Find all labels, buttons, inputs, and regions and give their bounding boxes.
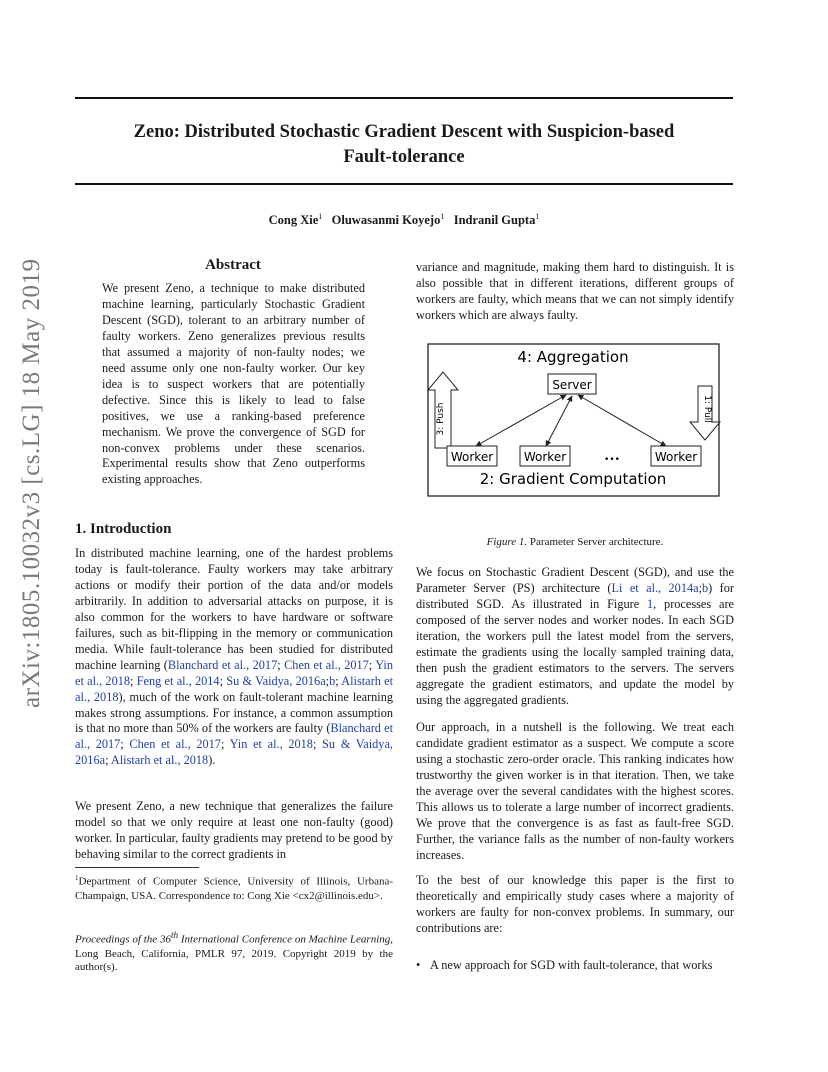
title-line-2: Fault-tolerance	[343, 147, 465, 167]
figure-caption	[416, 536, 734, 548]
citation-link[interactable]: Yin et al., 2018	[75, 657, 394, 688]
ellipsis-dots: •••	[604, 455, 620, 465]
text: In distributed machine learning, one of the hardest problems today is fault-tolerance. Faulty workers may take arbitrary actions or modify their portion of the data and/or models arbitrarily. In addition to adversarial attacks on purpose, it is also common for the workers to have hardware or software failures, such as bit-flipping in the memory or communication media. While fault-tolerance has been studied for distributed machine learning (	[75, 546, 393, 672]
citation-link[interactable]: b	[329, 673, 336, 688]
server-label: Server	[552, 378, 592, 392]
title-bottom-rule	[75, 183, 733, 185]
citation-link[interactable]: Yin et al., 2018	[229, 737, 313, 752]
text: Proceedings of the	[75, 933, 160, 946]
citation-link[interactable]: Li et al., 2014a	[611, 580, 699, 595]
text: th	[170, 930, 179, 940]
caption-label: Figure 1.	[486, 536, 528, 548]
footnote-mark: 1	[75, 874, 79, 882]
contribution-bullet	[416, 958, 734, 974]
bullet-icon: •	[416, 958, 421, 972]
link-worker2-server	[546, 396, 572, 446]
abstract-heading: Abstract	[205, 257, 261, 273]
text: ;	[368, 657, 376, 672]
author-name: Cong Xie	[268, 213, 319, 228]
text: ;	[325, 673, 330, 688]
text: We focus on Stochastic Gradient Descent (SGD), and use the Parameter Server (PS) architecture (	[416, 565, 734, 595]
author-list	[75, 212, 733, 228]
text: ;	[120, 737, 130, 752]
arxiv-identifier: arXiv:1805.10032v3 [cs.LG] 18 May 2019	[18, 258, 45, 708]
affiliation-mark: 1	[440, 212, 445, 221]
link-hidden	[476, 395, 646, 446]
caption-text: Parameter Server architecture.	[527, 536, 664, 548]
text: ;	[335, 673, 342, 688]
citation-link[interactable]: Su & Vaidya, 2016a	[75, 737, 393, 768]
right-paragraph-2: Our approach, in a nutshell is the following. We treat each candidate gradient estimator as a suspect. We compute a score using a stochastic zero-order oracle. This ranking indicates how trustworthy the given worker is in that iteration. Then, we take the average over the several candidates with the highest scores. This allows us to tolerate a large number of incorrect gradients. We prove that the convergence is as fast as fault-free SGD. Further, the variance falls as the number of non-faulty workers increases.	[416, 720, 734, 862]
pull-label: 1: Pull	[702, 395, 712, 423]
intro-paragraph-1	[75, 546, 393, 769]
text: ).	[208, 753, 216, 768]
computation-label: 2: Gradient Computation	[479, 470, 667, 488]
author-name: Oluwasanmi Koyejo	[331, 213, 441, 228]
citation-link[interactable]: Alistarh et al., 2018	[75, 673, 393, 704]
link-worker1-server	[476, 395, 566, 446]
footnote-rule	[75, 867, 199, 868]
citation-link[interactable]: Su & Vaidya, 2016a	[226, 673, 326, 688]
text: , Long Beach, California, PMLR 97, 2019. Copyright 2019 by the author(s).	[75, 933, 393, 974]
section-heading-introduction: 1. Introduction	[75, 521, 172, 537]
text: ;	[312, 737, 323, 752]
aggregation-label: 4: Aggregation	[517, 348, 629, 366]
worker-label: Worker	[450, 450, 494, 464]
citation-link[interactable]: Chen et al., 2017	[129, 737, 221, 752]
parameter-server-figure	[416, 338, 738, 508]
citation-link[interactable]: b	[702, 580, 709, 595]
right-paragraph-3: To the best of our knowledge this paper is the first to theoretically and empirically study cases where a majority of workers are faulty for non-convex problems. In summary, our contributions are:	[416, 873, 734, 935]
paper-title	[75, 120, 733, 170]
text: ) for distributed SGD. As illustrated in Figure	[416, 580, 734, 611]
citation-link[interactable]: Feng et al., 2014	[136, 673, 220, 688]
text: , processes are composed of the server nodes and worker nodes. In each SGD iteration, the workers pull the latest model from the servers, estimate the gradients using the locally sampled training data, then push the gradient estimators to the servers. The servers aggregate the gradient estimators, and update the model by using the aggregated gradients.	[416, 596, 734, 707]
abstract-text: We present Zeno, a technique to make distributed machine learning, particularly Stochastic Gradient Descent (SGD), tolerant to an arbitrary number of faulty workers. Zeno generalizes previous results that assumed a majority of non-faulty nodes; we need assume only one non-faulty worker. Our key idea is to suspect workers that are potentially defective. Since this is likely to lead to false positives, we use a ranking-based preference mechanism. We prove the convergence of SGD for non-convex problems under these scenarios. Experimental results show that Zeno outperforms existing approaches.	[102, 281, 365, 487]
figure-ref-link[interactable]: 1	[647, 596, 654, 611]
text: ;	[130, 673, 137, 688]
text: ;	[219, 673, 227, 688]
footnote	[75, 872, 393, 903]
title-line-1: Zeno: Distributed Stochastic Gradient Descent with Suspicion-based	[133, 122, 675, 142]
affiliation-mark: 1	[535, 212, 540, 221]
text: International Conference on Machine Learning	[178, 933, 391, 946]
right-paragraph-1	[416, 565, 734, 709]
footnote-text: Department of Computer Science, University of Illinois, Urbana-Champaign, USA. Correspondence to: Cong Xie <cx2@illinois.edu>.	[75, 875, 393, 902]
author-name: Indranil Gupta	[453, 213, 536, 228]
link-worker3-server	[578, 395, 666, 446]
push-label: 3: Push	[436, 402, 446, 436]
right-paragraph-0: variance and magnitude, making them hard to distinguish. It is also possible that in different iterations, different groups of workers are faulty, which means that we can not simply identify workers which are always faulty.	[416, 260, 734, 322]
intro-paragraph-2: We present Zeno, a new technique that generalizes the failure model so that we only require at least one non-faulty (good) worker. In particular, faulty gradients may pretend to be good by behaving similar to the correct gradients in	[75, 799, 393, 861]
text: ;	[698, 580, 702, 595]
citation-link[interactable]: Chen et al., 2017	[284, 657, 369, 672]
citation-link[interactable]: Blanchard et al., 2017	[167, 657, 278, 672]
citation-link[interactable]: Alistarh et al., 2018	[110, 753, 209, 768]
text: 36	[159, 933, 171, 946]
affiliation-mark: 1	[318, 212, 323, 221]
text: ;	[105, 753, 111, 768]
worker-label: Worker	[523, 450, 567, 464]
text: ), much of the work on fault-tolerant machine learning makes strong assumptions. For instance, a common assumption is that no more than 50% of the workers are faulty (	[75, 689, 393, 736]
bullet-text: A new approach for SGD with fault-tolerance, that works	[430, 958, 713, 972]
worker-label: Worker	[654, 450, 698, 464]
text: ;	[220, 737, 230, 752]
text: ;	[277, 657, 285, 672]
citation-link[interactable]: Blanchard et al., 2017	[75, 721, 393, 752]
title-top-rule	[75, 97, 733, 99]
proceedings-note	[75, 929, 393, 975]
